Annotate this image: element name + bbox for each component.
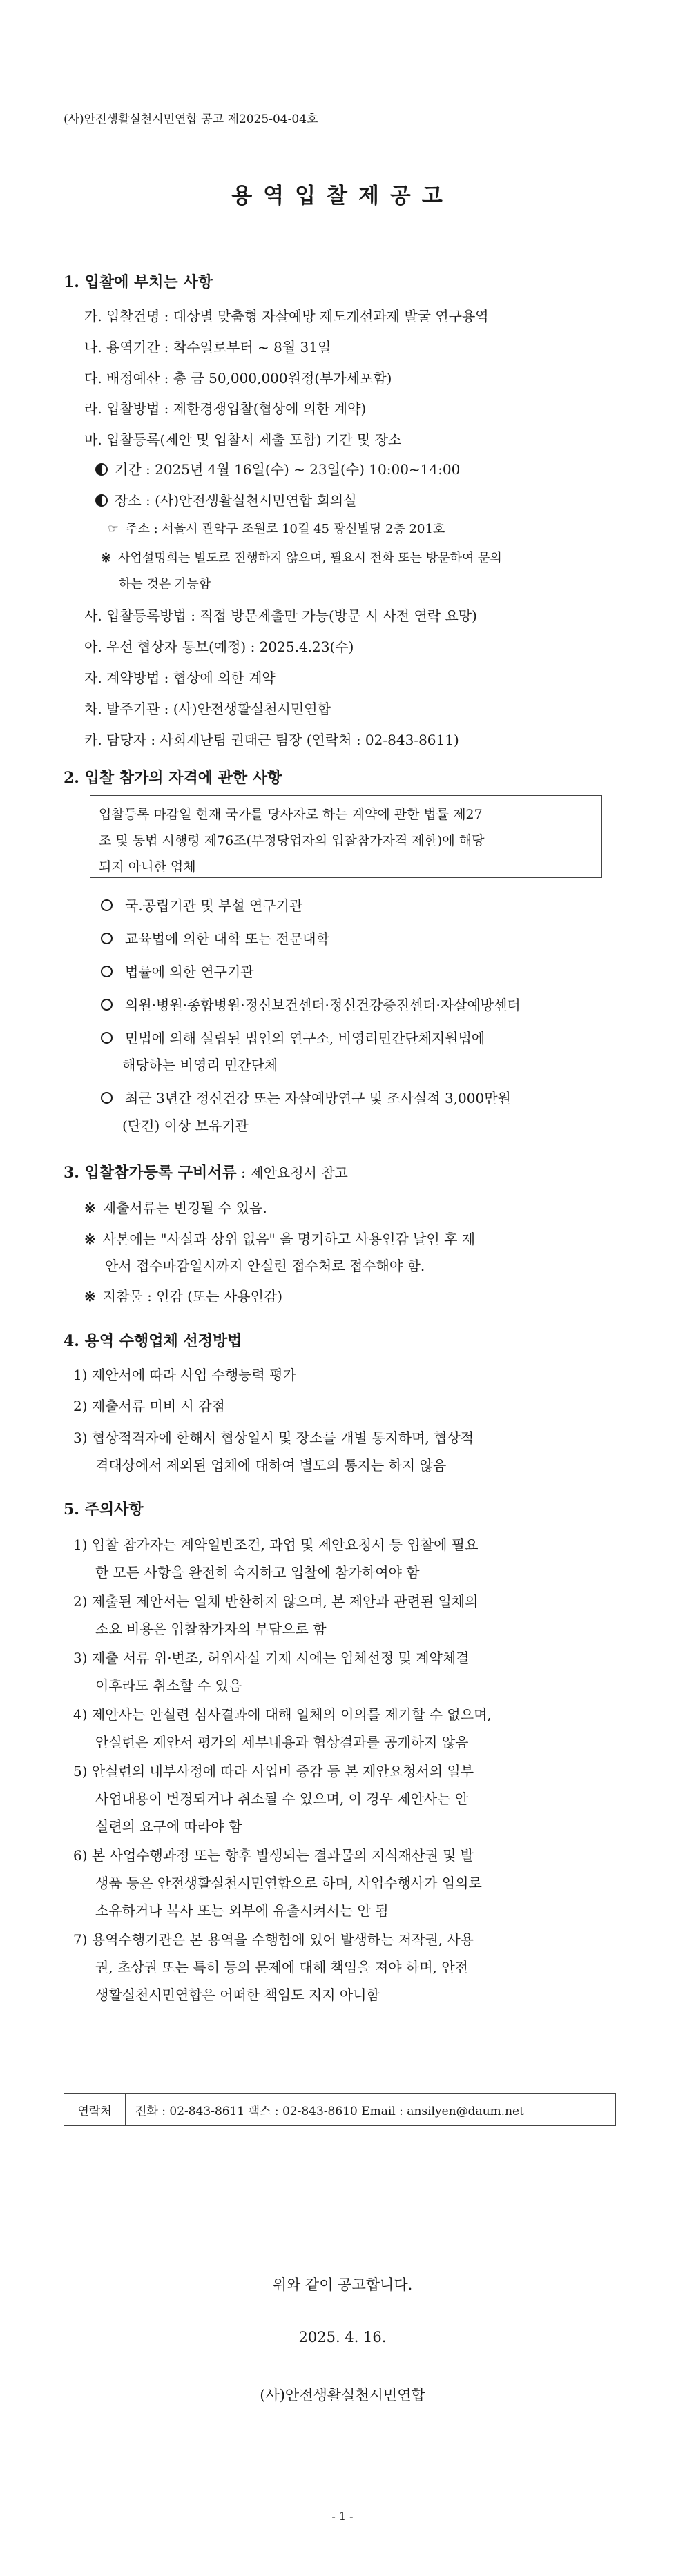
briefing-note-cont: 하는 것은 가능함 — [119, 577, 211, 592]
sec3-note: ※ 사본에는 "사실과 상위 없음" 을 명기하고 사용인감 날인 후 제 — [84, 1231, 476, 1247]
sec1-item-ma: 마. 입찰등록(제안 및 입찰서 제출 포함) 기간 및 장소 — [84, 431, 402, 448]
period-line: 기간 : 2025년 4월 16일(수) ~ 23일(수) 10:00~14:00 — [95, 458, 460, 478]
eligible-org-item-cont: 해당하는 비영리 민간단체 — [122, 1057, 278, 1073]
sec1-item-a: 아. 우선 협상자 통보(예정) : 2025.4.23(수) — [84, 638, 354, 655]
section-1-heading: 1. 입찰에 부치는 사항 — [64, 273, 213, 291]
caution-line: 실련의 요구에 따라야 함 — [95, 1818, 242, 1835]
sec1-item-na: 나. 용역기간 : 착수일로부터 ~ 8월 31일 — [84, 339, 331, 355]
caution-line: 2) 제출된 제안서는 일체 반환하지 않으며, 본 제안과 관련된 일체의 — [73, 1593, 479, 1610]
caution-line: 소요 비용은 입찰참가자의 부담으로 함 — [95, 1621, 327, 1637]
eligible-org-item: 민법에 의해 설립된 법인의 연구소, 비영리민간단체지원법에 — [101, 1027, 485, 1047]
caution-line: 5) 안실련의 내부사정에 따라 사업비 증감 등 본 제안요청서의 일부 — [73, 1763, 474, 1779]
circle-bullet-icon — [101, 999, 113, 1011]
circle-bullet-icon — [101, 966, 113, 977]
caution-line: 3) 제출 서류 위·변조, 허위사실 기재 시에는 업체선정 및 계약체결 — [73, 1650, 470, 1666]
section-2-heading: 2. 입찰 참가의 자격에 관한 사항 — [64, 769, 282, 787]
caution-line: 한 모든 사항을 완전히 숙지하고 입찰에 참가하여야 함 — [95, 1564, 420, 1581]
eligibility-line: 입찰등록 마감일 현재 국가를 당사자로 하는 계약에 관한 법률 제27 — [99, 807, 483, 822]
sec1-item-da: 다. 배정예산 : 총 금 50,000,000원정(부가세포함) — [84, 370, 392, 387]
eligible-org-item: 법률에 의한 연구기관 — [101, 961, 254, 981]
sec4-item: 3) 협상적격자에 한해서 협상일시 및 장소를 개별 통지하며, 협상적 — [73, 1430, 474, 1446]
eligible-org-item: 교육법에 의한 대학 또는 전문대학 — [101, 928, 329, 948]
section-3-heading: 3. 입찰참가등록 구비서류 : 제안요청서 참고 — [64, 1164, 348, 1182]
sec4-item: 2) 제출서류 미비 시 감점 — [73, 1398, 225, 1414]
sec3-note: ※ 제출서류는 변경될 수 있음. — [84, 1200, 267, 1216]
place-line: 장소 : (사)안전생활실천시민연합 회의실 — [95, 489, 357, 509]
sec3-note-cont: 안서 접수마감일시까지 안실련 접수처로 접수해야 함. — [105, 1258, 425, 1274]
pointing-hand-icon: ☞ — [108, 522, 119, 536]
caution-line: 7) 용역수행기관은 본 용역을 수행함에 있어 발생하는 저작권, 사용 — [73, 1931, 474, 1948]
sec1-item-ja: 자. 계약방법 : 협상에 의한 계약 — [84, 670, 276, 686]
eligibility-line: 조 및 동법 시행령 제76조(부정당업자의 입찰참가자격 제한)에 해당 — [99, 833, 485, 848]
reference-mark-icon: ※ — [84, 1200, 96, 1216]
reference-mark-icon: ※ — [84, 1231, 96, 1247]
section-5-heading: 5. 주의사항 — [64, 1501, 144, 1519]
eligible-org-item: 최근 3년간 정신건강 또는 자살예방연구 및 조사실적 3,000만원 — [101, 1087, 511, 1107]
eligible-org-item: 의원·병원·종합병원·정신보건센터·정신건강증진센터·자살예방센터 — [101, 994, 521, 1014]
caution-line: 6) 본 사업수행과정 또는 향후 발생되는 결과물의 지식재산권 및 발 — [73, 1847, 474, 1864]
caution-line: 안실련은 제안서 평가의 세부내용과 협상결과를 공개하지 않음 — [95, 1734, 469, 1750]
circle-bullet-icon — [101, 899, 113, 911]
reference-mark-icon: ※ — [84, 1288, 96, 1305]
caution-line: 생활실천시민연합은 어떠한 책임도 지지 아니함 — [95, 1987, 380, 2003]
caution-line: 1) 입찰 참가자는 계약일반조건, 과업 및 제안요청서 등 입찰에 필요 — [73, 1536, 479, 1553]
sec4-item: 1) 제안서에 따라 사업 수행능력 평가 — [73, 1367, 296, 1383]
sec1-item-ga: 가. 입찰건명 : 대상별 맞춤형 자살예방 제도개선과제 발굴 연구용역 — [84, 308, 489, 324]
caution-line: 사업내용이 변경되거나 취소될 수 있으며, 이 경우 제안사는 안 — [95, 1790, 469, 1807]
sec1-item-ka: 카. 담당자 : 사회재난팀 권태근 팀장 (연락처 : 02-843-8611) — [84, 732, 459, 748]
page-title: 용역입찰제공고 — [231, 184, 454, 208]
address-line: ☞ 주소 : 서울시 관악구 조원로 10길 45 광신빌딩 2층 201호 — [108, 522, 445, 536]
announcement-date: 2025. 4. 16. — [298, 2329, 387, 2345]
sec1-item-sa: 사. 입찰등록방법 : 직접 방문제출만 가능(방문 시 사전 연락 요망) — [84, 607, 477, 624]
caution-line: 소유하거나 복사 또는 외부에 유출시켜서는 안 됨 — [95, 1902, 389, 1919]
contact-info: 전화 : 02-843-8611 팩스 : 02-843-8610 Email : ansilyen@daum.net — [135, 2104, 524, 2118]
half-circle-bullet-icon — [95, 494, 108, 507]
sec1-item-cha: 차. 발주기관 : (사)안전생활실천시민연합 — [84, 701, 331, 717]
document-number: (사)안전생활실천시민연합 공고 제2025-04-04호 — [64, 113, 318, 126]
issuing-organization: (사)안전생활실천시민연합 — [260, 2387, 425, 2403]
reference-mark-icon: ※ — [101, 551, 112, 565]
caution-line: 생품 등은 안전생활실천시민연합으로 하며, 사업수행사가 임의로 — [95, 1875, 482, 1891]
caution-line: 4) 제안사는 안실련 심사결과에 대해 일체의 이의를 제기할 수 없으며, — [73, 1706, 492, 1723]
contact-label: 연락처 — [64, 2094, 126, 2125]
sec3-note: ※ 지참물 : 인감 (또는 사용인감) — [84, 1288, 283, 1305]
section-4-heading: 4. 용역 수행업체 선정방법 — [64, 1332, 242, 1350]
briefing-note: ※ 사업설명회는 별도로 진행하지 않으며, 필요시 전화 또는 방문하여 문의 — [101, 551, 502, 565]
sec1-item-ra: 라. 입찰방법 : 제한경쟁입찰(협상에 의한 계약) — [84, 400, 367, 417]
circle-bullet-icon — [101, 1032, 113, 1044]
eligible-org-item: 국.공립기관 및 부설 연구기관 — [101, 895, 302, 915]
eligible-org-item-cont: (단건) 이상 보유기관 — [122, 1118, 249, 1134]
half-circle-bullet-icon — [95, 463, 108, 476]
contact-box — [64, 2093, 616, 2126]
page-number: - 1 - — [331, 2510, 354, 2523]
circle-bullet-icon — [101, 1092, 113, 1104]
closing-statement: 위와 같이 공고합니다. — [272, 2276, 413, 2293]
eligibility-box — [90, 795, 602, 878]
eligibility-line: 되지 아니한 업체 — [99, 859, 196, 875]
caution-line: 이후라도 취소할 수 있음 — [95, 1677, 242, 1694]
circle-bullet-icon — [101, 933, 113, 944]
caution-line: 권, 초상권 또는 특허 등의 문제에 대해 책임을 져야 하며, 안전 — [95, 1959, 468, 1975]
sec4-item-cont: 격대상에서 제외된 업체에 대하여 별도의 통지는 하지 않음 — [95, 1457, 447, 1474]
